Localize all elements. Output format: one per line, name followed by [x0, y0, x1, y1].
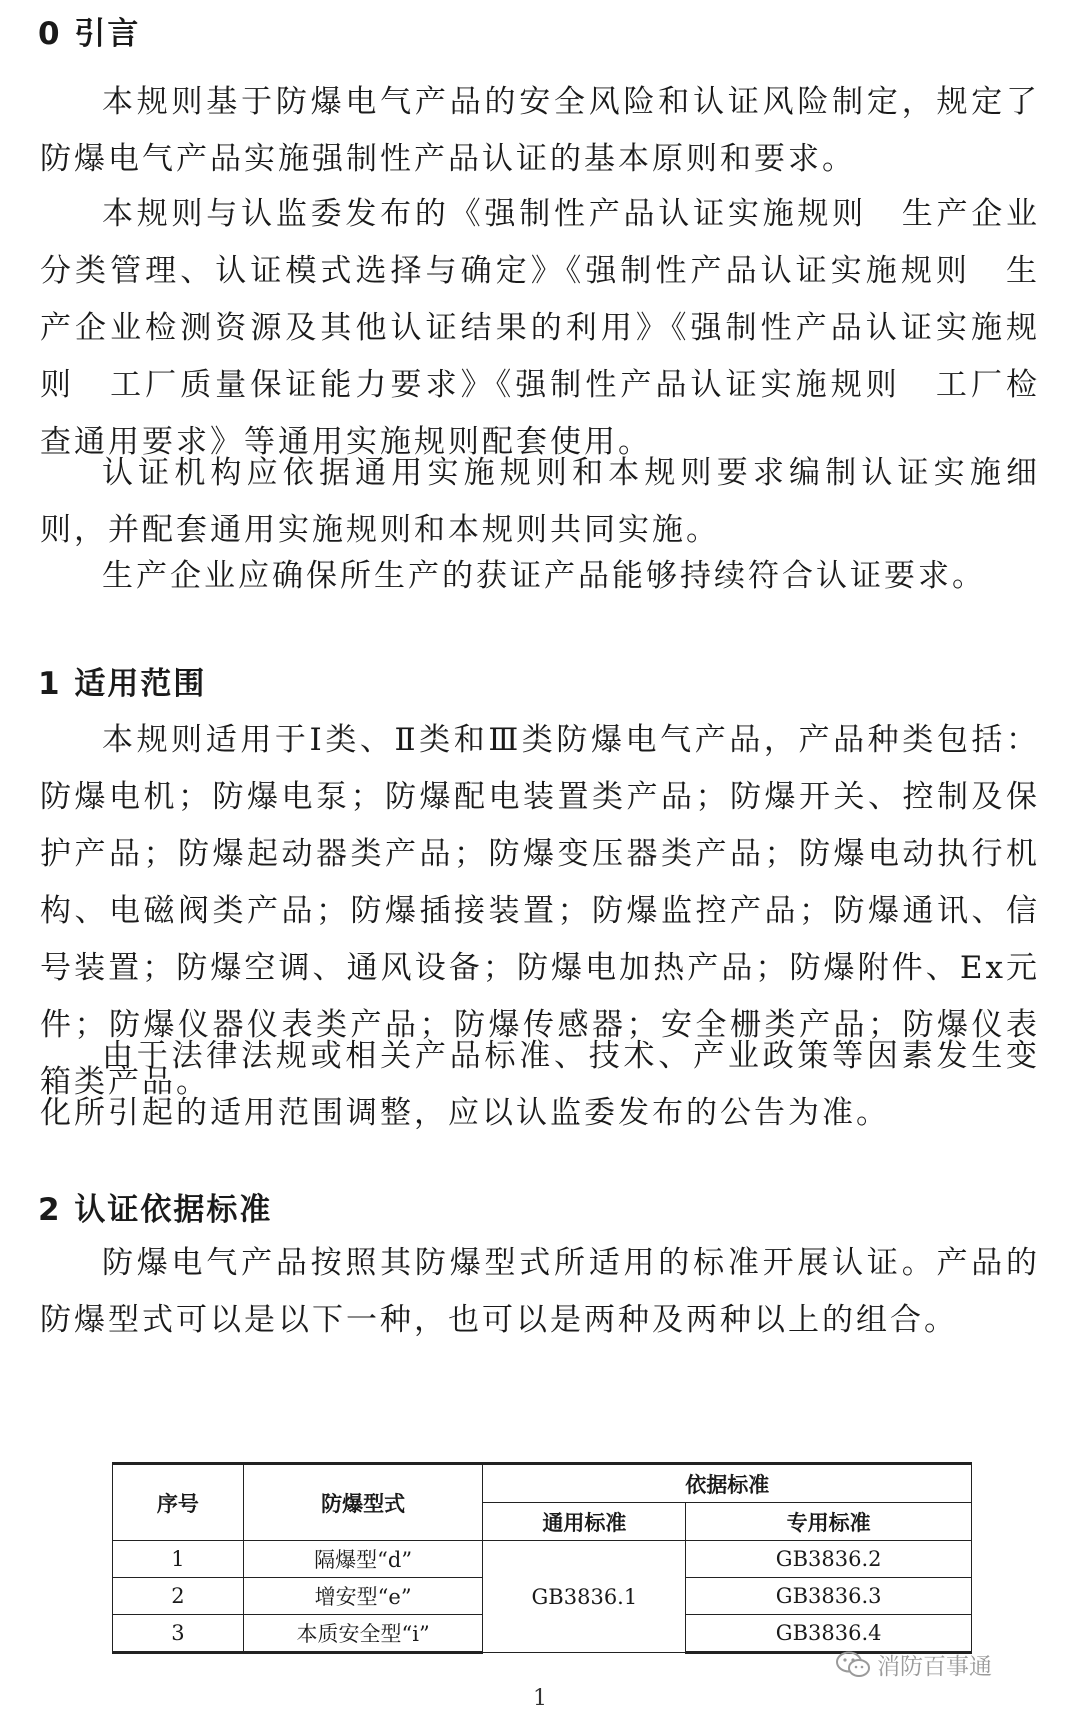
cell-type: 增安型“e” — [243, 1578, 483, 1615]
paragraph: 本规则适用于Ⅰ类、Ⅱ类和Ⅲ类防爆电气产品，产品种类包括：防爆电机；防爆电泵；防爆配电装置类产品；防爆开关、控制及保护产品；防爆起动器类产品；防爆变压器类产品；防爆电动执行机构、电磁阀类产品；防爆插接装置；防爆监控产品；防爆通讯、信号装置；防爆空调、通风设备；防爆电加热产品；防爆附件、Ex元件；防爆仪器仪表类产品；防爆传感器；安全栅类产品；防爆仪表箱类产品。 — [40, 722, 1040, 1100]
paragraph: 本规则与认监委发布的《强制性产品认证实施规则 生产企业分类管理、认证模式选择与确定》《强制性产品认证实施规则 生产企业检测资源及其他认证结果的利用》《强制性产品认证实施规则 工厂质量保证能力要求》《强制性产品认证实施规则 工厂检查通用要求》等通用实施规则配套使用。 — [40, 196, 1040, 460]
paragraph: 本规则基于防爆电气产品的安全风险和认证风险制定，规定了防爆电气产品实施强制性产品认证的基本原则和要求。 — [40, 84, 1040, 177]
header-seq: 序号 — [113, 1464, 244, 1541]
cell-general-standard: GB3836.1 — [483, 1541, 686, 1653]
watermark-text: 消防百事通 — [877, 1654, 992, 1680]
paragraph: 认证机构应依据通用实施规则和本规则要求编制认证实施细则，并配套通用实施规则和本规则共同实施。 — [40, 455, 1040, 548]
header-special: 专用标准 — [686, 1503, 972, 1541]
cell-seq: 1 — [113, 1541, 244, 1578]
page-number: 1 — [533, 1686, 547, 1711]
header-basis: 依据标准 — [483, 1464, 972, 1503]
cell-special: GB3836.4 — [686, 1615, 972, 1653]
header-general: 通用标准 — [483, 1503, 686, 1541]
wechat-icon — [835, 1650, 871, 1680]
table-row — [113, 1541, 972, 1578]
paragraph: 防爆电气产品按照其防爆型式所适用的标准开展认证。产品的防爆型式可以是以下一种，也可以是两种及两种以上的组合。 — [40, 1245, 1040, 1338]
section-heading-2: 2 认证依据标准 — [38, 1192, 273, 1228]
paragraph: 生产企业应确保所生产的获证产品能够持续符合认证要求。 — [102, 558, 986, 594]
cell-type: 隔爆型“d” — [243, 1541, 483, 1578]
paragraph: 由于法律法规或相关产品标准、技术、产业政策等因素发生变化所引起的适用范围调整，应以认监委发布的公告为准。 — [40, 1038, 1040, 1131]
cell-special: GB3836.2 — [686, 1541, 972, 1578]
cell-special: GB3836.3 — [686, 1578, 972, 1615]
watermark — [835, 1648, 992, 1681]
header-type: 防爆型式 — [243, 1464, 483, 1541]
standards-table — [112, 1462, 972, 1654]
cell-seq: 3 — [113, 1615, 244, 1653]
cell-seq: 2 — [113, 1578, 244, 1615]
section-heading-1: 1 适用范围 — [38, 666, 207, 702]
cell-type: 本质安全型“i” — [243, 1615, 483, 1653]
section-heading-0: 0 引言 — [38, 16, 141, 52]
